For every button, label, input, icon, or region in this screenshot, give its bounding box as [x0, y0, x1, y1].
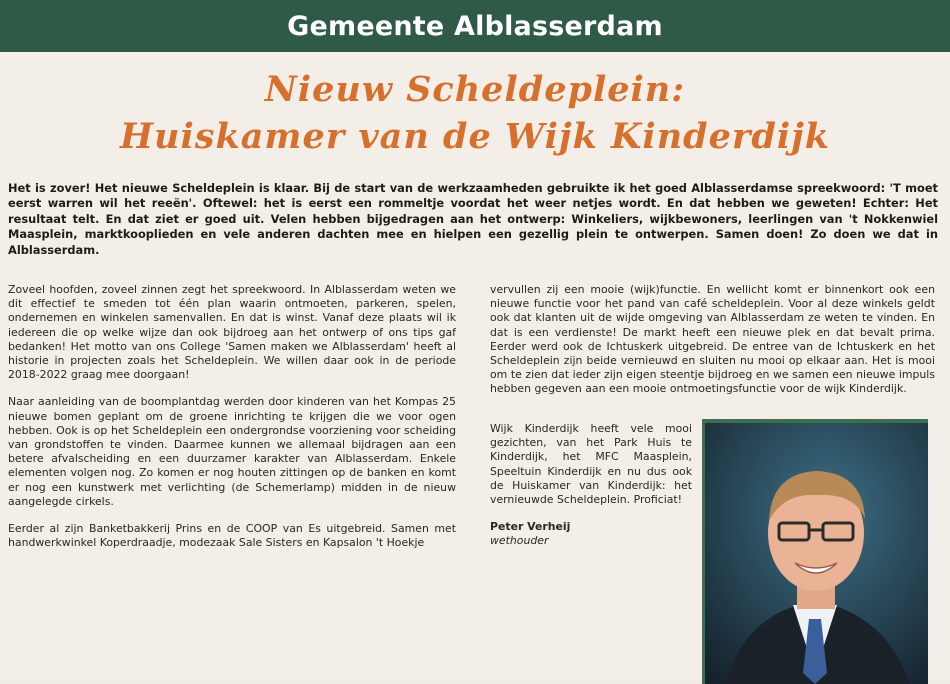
right-paragraph-1: vervullen zij een mooie (wijk)functie. En wellicht komt er binnenkort ook een nieuwe functie voor het pand van café scheldeplein. Voor al deze winkels geldt ook dat klanten uit de wijde omgeving van Alblasserdam ze weten te vinden. En dat is een verdienste! De markt heeft een nieuwe plek en dat bevalt prima. Eerder werd ook de Ichtuskerk uitgebreid. De entree van de Ichtuskerk en het Scheldeplein zijn beide vernieuwd en sluiten nu mooi op elkaar aan. Het is mooi om te zien dat ieder zijn eigen steentje bijdroeg en we samen een nieuwe impuls hebben gegeven aan een mooie ontmoetingsfunctie voor de wijk Kinderdijk. [490, 283, 935, 396]
portrait-photo [702, 419, 928, 684]
article-headline [0, 66, 950, 160]
right-column-top [490, 283, 935, 410]
left-column [8, 283, 456, 563]
intro-paragraph: Het is zover! Het nieuwe Scheldeplein is klaar. Bij de start van de werkzaamheden gebruikte ik het goed Alblasserdamse spreekwoord: 'T moet eerst warren wil het reeën'. Oftewel: het is eerst een rommeltje voordat het weer netjes wordt. En dat hebben we geweten! Echter: Het resultaat telt. En dat ziet er goed uit. Velen hebben bijgedragen aan het ontwerp: Winkeliers, wijkbewoners, leerlingen van 't Nokkenwiel Maasplein, marktkooplieden en vele anderen dachten mee en hielpen een gezellig plein te ontwerpen. Samen doen! Zo doen we dat in Alblasserdam. [8, 181, 938, 257]
headline-line-1: Nieuw Scheldeplein: [264, 69, 686, 110]
signature-role: wethouder [490, 534, 549, 548]
right-column-narrow [490, 422, 692, 549]
left-paragraph-3: Eerder al zijn Banketbakkerij Prins en de COOP van Es uitgebreid. Samen met handwerkwinkel Koperdraadje, modezaak Sale Sisters en Kapsalon 't Hoekje [8, 522, 456, 550]
right-paragraph-2: Wijk Kinderdijk heeft vele mooi gezichten, van het Park Huis te Kinderdijk, het MFC Maasplein, Speeltuin Kinderdijk en nu dus ook de Huiskamer van Kinderdijk: het vernieuwde Scheldeplein. Proficiat! [490, 422, 692, 507]
masthead-title: Gemeente Alblasserdam [287, 10, 663, 42]
left-paragraph-1: Zoveel hoofden, zoveel zinnen zegt het spreekwoord. In Alblasserdam weten we dit effectief te smeden tot één plan waarin ontmoeten, parkeren, spelen, ondernemen en winkelen samenvallen. En dat is winst. Vanaf deze plaats wil ik iedereen die op welke wijze dan ook bijdroeg aan het ontwerp of ons tips gaf bedanken! Het motto van ons College 'Samen maken we Alblasserdam' heeft al historie in projecten zoals het Scheldeplein. We willen daar ook in de periode 2018-2022 graag mee doorgaan! [8, 283, 456, 382]
left-paragraph-2: Naar aanleiding van de boomplantdag werden door kinderen van het Kompas 25 nieuwe bomen geplant om de groene inrichting te krijgen die we voor ogen hebben. Ook is op het Scheldeplein een ondergrondse voorziening voor scheiding van grondstoffen te vinden. Daarmee kunnen we allemaal bijdragen aan een betere afvalscheiding en een duurzamer karakter van Alblasserdam. Enkele elementen volgen nog. Zo komen er nog houten zittingen op de banken en komt er nog een kunstwerk met verlichting (de Schemerlamp) midden in de nieuw aangelegde cirkels. [8, 395, 456, 508]
article-page [0, 52, 950, 680]
headline-line-2: Huiskamer van de Wijk Kinderdijk [119, 116, 831, 157]
signature-name: Peter Verheij [490, 520, 571, 534]
masthead-banner [0, 0, 950, 52]
